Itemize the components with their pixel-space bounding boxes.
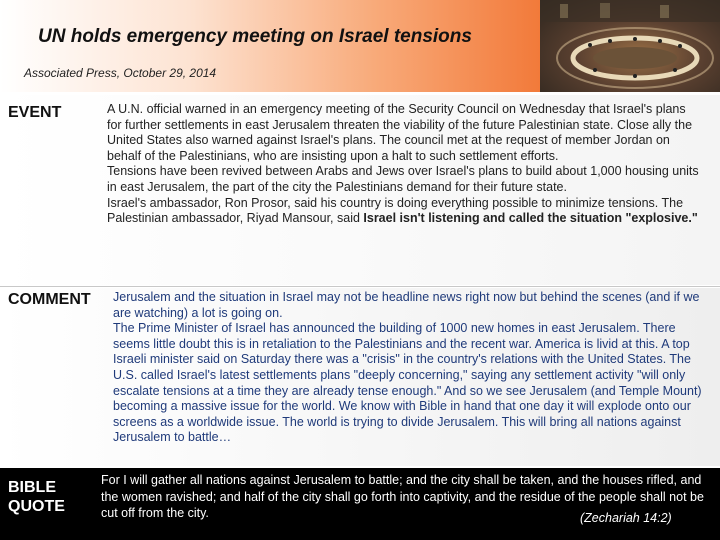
event-body: A U.N. official warned in an emergency meeting of the Security Council on Wednesday that Israel's plans for further settlements in east Jerusalem threaten the viability of the future Palestinian state. Close ally the United States also warned against Israel's plans. The council met at the request of member Jordan on behalf of the Palestinians, who are insisting upon a halt to such settlement efforts. Tensions have been revived between Arabs and Jews over Israel's plans to build about 1,000 housing units in east Jerusalem, the part of the city the Palestinians demand for their future state. Israel's ambassador, Ron Prosor, said his country is doing everything possible to minimize tensions. The Palestinian ambassador, Riyad Mansour, said [107,102,699,226]
header-banner [0,0,540,92]
security-council-photo [540,0,720,92]
event-label: EVENT [8,104,62,121]
bible-label-line2: QUOTE [8,498,65,515]
bible-reference: (Zechariah 14:2) [580,511,672,525]
article-source: Associated Press, October 29, 2014 [24,66,217,80]
event-highlight: Israel isn't listening and called the situation "explosive." [363,211,698,226]
section-divider [0,286,720,287]
event-article-text [107,102,702,227]
bible-quote-text: For I will gather all nations against Jerusalem to battle; and the city shall be taken, and the houses rifled, and the women ravished; and half of the city shall go forth into captivity, and the residue of the people shall not be cut off from the city. [101,473,704,520]
bible-label-line1: BIBLE [8,479,56,496]
bible-quote-label [8,478,65,516]
headline-title: UN holds emergency meeting on Israel tensions [38,26,472,47]
comment-label: COMMENT [8,291,91,308]
comment-text: Jerusalem and the situation in Israel may not be headline news right now but behind the scenes (and if we are watching) a lot is going on. The Prime Minister of Israel has announced the building of 1000 new homes in east Jerusalem. There seems little doubt this is in retaliation to the Palestinians and the recent war. America is livid at this. A top Israeli minister said on Saturday there was a "crisis" in the country's relations with the United States. The U.S. called Israel's latest settlements plans "deeply concerning," saying any settlement activity "will only escalate tensions at a time they are already tense enough." And so we see Jerusalem (and Temple Mount) becoming a massive issue for the world. We know with Bible in hand that one day it will explode onto our screens as a worldwide issue. The world is trying to divide Jerusalem. This will bring all nations against Jerusalem to battle… [113,290,702,445]
council-chamber-image [540,0,720,92]
